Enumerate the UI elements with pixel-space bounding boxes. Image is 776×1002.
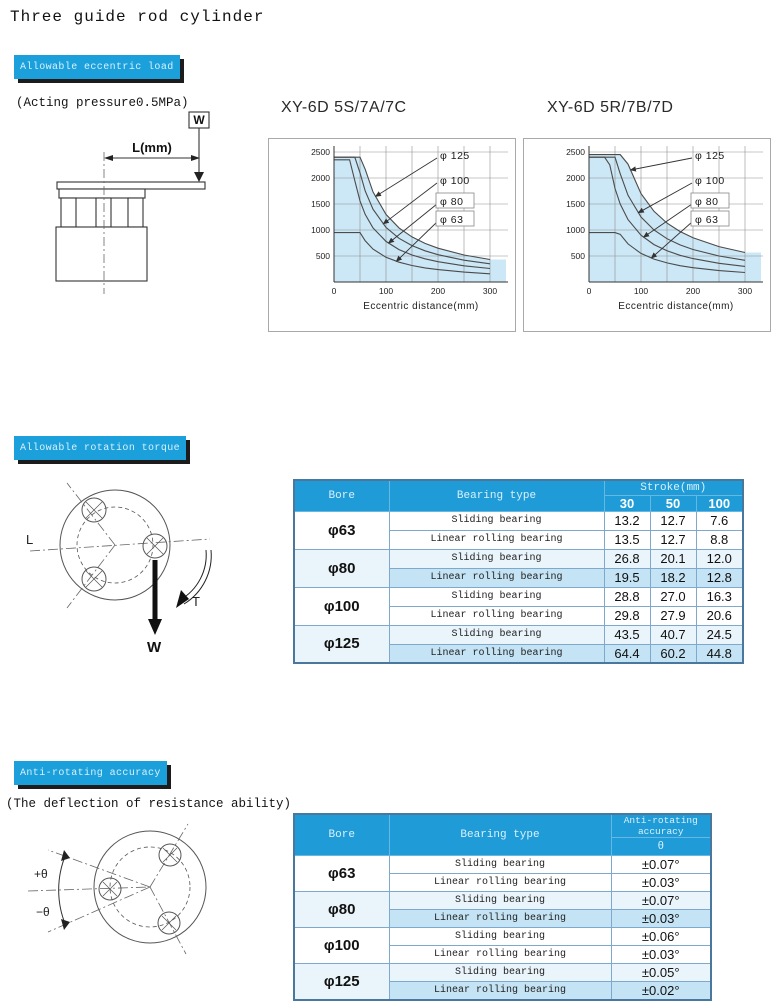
- svg-text:200: 200: [685, 286, 701, 296]
- torque-value-cell: 8.8: [696, 530, 743, 549]
- col-header-theta: θ: [611, 838, 711, 856]
- arc-arrow-down-icon: [61, 919, 70, 930]
- bearing-type-cell: Sliding bearing: [389, 587, 604, 606]
- x-axis-label: Eccentric distance(mm): [363, 301, 479, 312]
- bearing-type-cell: Linear rolling bearing: [389, 910, 611, 928]
- l-label: L: [26, 532, 34, 547]
- bore-cell: φ63: [294, 856, 389, 892]
- svg-text:500: 500: [315, 251, 330, 261]
- down-arrow-icon: [194, 172, 204, 182]
- dim-arrow-left-icon: [104, 155, 113, 161]
- torque-value-cell: 19.5: [604, 568, 650, 587]
- rod-axis-lower: [67, 545, 115, 608]
- section-badge-rotation-torque: Allowable rotation torque: [14, 436, 186, 460]
- bore-cell: φ125: [294, 625, 389, 663]
- col-header-accuracy: Anti-rotating accuracy: [611, 814, 711, 838]
- w-load-label: W: [193, 113, 205, 127]
- col-header-stroke: Stroke(mm): [604, 480, 743, 495]
- torque-value-cell: 7.6: [696, 511, 743, 530]
- bore-cell: φ100: [294, 587, 389, 625]
- accuracy-value-cell: ±0.03°: [611, 946, 711, 964]
- accuracy-value-cell: ±0.07°: [611, 856, 711, 874]
- series-label-φ63: φ 63: [440, 214, 464, 226]
- bearing-type-cell: Sliding bearing: [389, 549, 604, 568]
- cylinder-body: [56, 227, 147, 281]
- col-header-bearing-type: Bearing type: [389, 814, 611, 856]
- leader-arrow-φ125: [376, 158, 437, 196]
- deflection-note: (The deflection of resistance ability): [6, 797, 292, 811]
- flange: [59, 189, 145, 198]
- upper-rod-axis: [150, 824, 188, 887]
- rod-axis-upper: [67, 483, 115, 545]
- bore-cell: φ80: [294, 549, 389, 587]
- bore-cell: φ63: [294, 511, 389, 549]
- rotation-torque-diagram: [18, 472, 258, 677]
- bore-cell: φ100: [294, 928, 389, 964]
- leader-arrow-φ100: [383, 183, 437, 224]
- table-row: [294, 587, 743, 606]
- t-arrowhead-icon: [176, 590, 189, 608]
- accuracy-value-cell: ±0.03°: [611, 910, 711, 928]
- table-body: [294, 511, 743, 663]
- svg-text:2000: 2000: [566, 173, 585, 183]
- guide-rod-left: [61, 198, 76, 227]
- torque-arc: [180, 550, 206, 600]
- table-row: [294, 511, 743, 530]
- svg-text:100: 100: [633, 286, 649, 296]
- torque-value-cell: 27.9: [650, 606, 696, 625]
- accuracy-value-cell: ±0.07°: [611, 892, 711, 910]
- torque-value-cell: 12.7: [650, 530, 696, 549]
- x-axis-label: Eccentric distance(mm): [618, 301, 734, 312]
- accuracy-value-cell: ±0.06°: [611, 928, 711, 946]
- series-label-φ100: φ 100: [440, 175, 470, 187]
- accuracy-value-cell: ±0.02°: [611, 982, 711, 1000]
- bearing-type-cell: Linear rolling bearing: [389, 874, 611, 892]
- guide-rod-circles: [99, 844, 181, 934]
- eccentric-load-chart-left: [268, 138, 516, 332]
- bearing-type-cell: Linear rolling bearing: [389, 568, 604, 587]
- col-header-stroke-100: 100: [696, 495, 743, 511]
- bearing-type-cell: Sliding bearing: [389, 964, 611, 982]
- guide-rod-center: [96, 198, 111, 227]
- col-header-stroke-30: 30: [604, 495, 650, 511]
- eccentric-load-chart-right: [523, 138, 771, 332]
- accuracy-value-cell: ±0.03°: [611, 874, 711, 892]
- series-label-φ125: φ 125: [440, 150, 470, 162]
- plus-theta-label: +θ: [34, 867, 48, 881]
- top-plate: [57, 182, 205, 189]
- svg-text:1000: 1000: [566, 225, 585, 235]
- torque-value-cell: 44.8: [696, 644, 743, 663]
- table-body: [294, 856, 711, 1000]
- header-row: [294, 480, 743, 495]
- torque-value-cell: 26.8: [604, 549, 650, 568]
- bearing-type-cell: Linear rolling bearing: [389, 644, 604, 663]
- acting-pressure-note: (Acting pressure0.5MPa): [16, 96, 189, 110]
- l-axis-line: [30, 539, 210, 551]
- torque-value-cell: 29.8: [604, 606, 650, 625]
- svg-text:1500: 1500: [566, 199, 585, 209]
- bearing-type-cell: Linear rolling bearing: [389, 606, 604, 625]
- table-row: [294, 856, 711, 874]
- bearing-type-cell: Sliding bearing: [389, 511, 604, 530]
- svg-text:500: 500: [570, 251, 585, 261]
- torque-value-cell: 20.6: [696, 606, 743, 625]
- table-row: [294, 964, 711, 982]
- table-header: [294, 814, 711, 856]
- w-label: W: [147, 639, 162, 656]
- chart-title-left: XY-6D 5S/7A/7C: [281, 99, 407, 116]
- guide-rod-right: [128, 198, 143, 227]
- torque-value-cell: 20.1: [650, 549, 696, 568]
- torque-value-cell: 12.0: [696, 549, 743, 568]
- t-label: T: [192, 594, 200, 609]
- section-badge-eccentric-load: Allowable eccentric load: [14, 55, 180, 79]
- lower-rod-axis: [150, 887, 186, 954]
- torque-value-cell: 16.3: [696, 587, 743, 606]
- torque-value-cell: 27.0: [650, 587, 696, 606]
- series-label-φ80: φ 80: [440, 196, 464, 208]
- torque-value-cell: 40.7: [650, 625, 696, 644]
- svg-text:200: 200: [430, 286, 446, 296]
- svg-text:0: 0: [586, 286, 592, 296]
- svg-text:100: 100: [378, 286, 394, 296]
- header-row: [294, 814, 711, 838]
- left-rod-axis: [28, 887, 150, 891]
- w-arrowhead-icon: [148, 619, 162, 635]
- col-header-bearing-type: Bearing type: [389, 480, 604, 511]
- torque-value-cell: 13.5: [604, 530, 650, 549]
- leader-arrow-φ100: [638, 183, 692, 213]
- cylinder-load-diagram: [28, 106, 238, 306]
- page-title: Three guide rod cylinder: [10, 8, 265, 26]
- bearing-type-cell: Sliding bearing: [389, 892, 611, 910]
- svg-text:300: 300: [482, 286, 498, 296]
- table-row: [294, 549, 743, 568]
- leader-arrow-φ125: [631, 158, 692, 170]
- accuracy-value-cell: ±0.05°: [611, 964, 711, 982]
- torque-value-cell: 64.4: [604, 644, 650, 663]
- bearing-type-cell: Linear rolling bearing: [389, 982, 611, 1000]
- svg-text:2000: 2000: [311, 173, 330, 183]
- torque-value-cell: 13.2: [604, 511, 650, 530]
- table-row: [294, 928, 711, 946]
- torque-value-cell: 12.7: [650, 511, 696, 530]
- col-header-stroke-50: 50: [650, 495, 696, 511]
- col-header-bore: Bore: [294, 480, 389, 511]
- bearing-type-cell: Sliding bearing: [389, 928, 611, 946]
- torque-value-cell: 12.8: [696, 568, 743, 587]
- bore-cell: φ80: [294, 892, 389, 928]
- bearing-type-cell: Sliding bearing: [389, 625, 604, 644]
- torque-value-cell: 60.2: [650, 644, 696, 663]
- svg-text:1000: 1000: [311, 225, 330, 235]
- anti-rotating-accuracy-table: [293, 813, 712, 1001]
- torque-value-cell: 43.5: [604, 625, 650, 644]
- svg-text:300: 300: [737, 286, 753, 296]
- bore-cell: φ125: [294, 964, 389, 1000]
- svg-text:0: 0: [331, 286, 337, 296]
- table-header: [294, 480, 743, 511]
- torque-value-cell: 24.5: [696, 625, 743, 644]
- series-label-φ100: φ 100: [695, 175, 725, 187]
- rotation-torque-table: [293, 479, 744, 664]
- table-row: [294, 892, 711, 910]
- chart-title-right: XY-6D 5R/7B/7D: [547, 99, 674, 116]
- svg-text:1500: 1500: [311, 199, 330, 209]
- anti-rotating-diagram: [20, 812, 280, 1002]
- bearing-type-cell: Linear rolling bearing: [389, 946, 611, 964]
- series-label-φ125: φ 125: [695, 150, 725, 162]
- bearing-type-cell: Sliding bearing: [389, 856, 611, 874]
- torque-value-cell: 18.2: [650, 568, 696, 587]
- svg-text:2500: 2500: [566, 147, 585, 157]
- table-row: [294, 625, 743, 644]
- col-header-bore: Bore: [294, 814, 389, 856]
- section-badge-anti-rotating: Anti-rotating accuracy: [14, 761, 167, 785]
- series-label-φ80: φ 80: [695, 196, 719, 208]
- torque-value-cell: 28.8: [604, 587, 650, 606]
- minus-theta-label: −θ: [36, 905, 50, 919]
- svg-text:2500: 2500: [311, 147, 330, 157]
- l-dimension-label: L(mm): [132, 140, 172, 155]
- series-label-φ63: φ 63: [695, 214, 719, 226]
- bearing-type-cell: Linear rolling bearing: [389, 530, 604, 549]
